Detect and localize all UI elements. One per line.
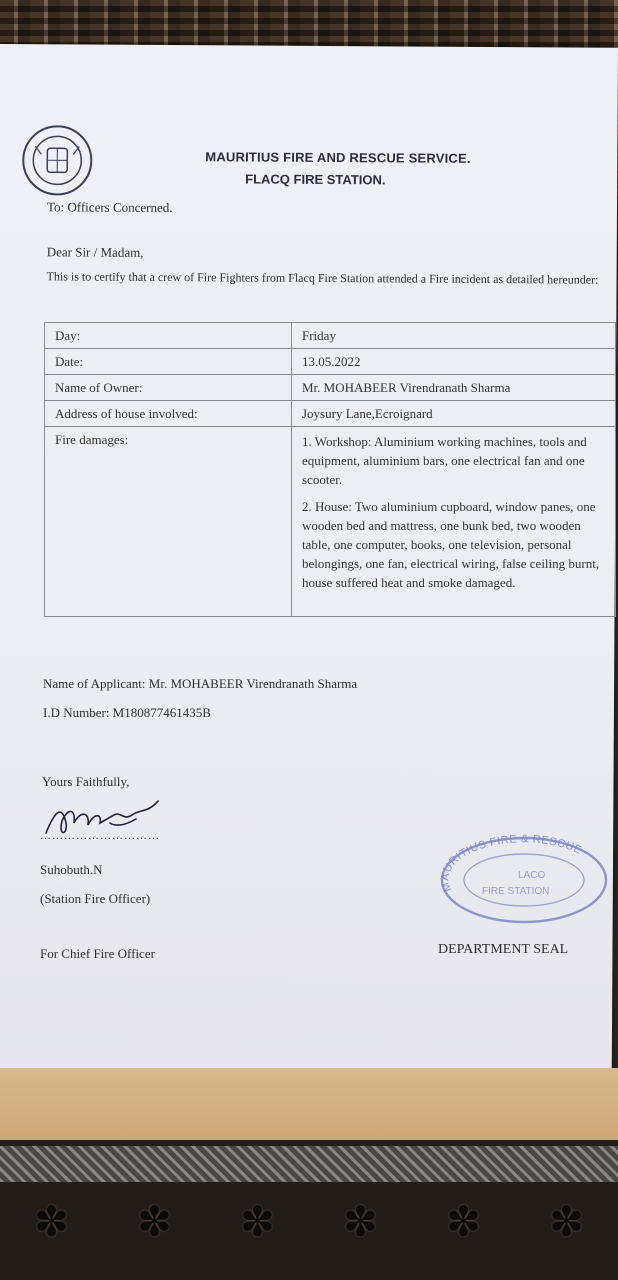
table-row: [45, 427, 616, 617]
applicant-name: Name of Applicant: Mr. MOHABEER Virendranath Sharma: [43, 676, 358, 691]
damage-item-workshop: 1. Workshop: Aluminium working machines, tools and equipment, aluminium bars, one electrical fan and one scooter.: [302, 434, 587, 487]
svg-text:LACO: LACO: [518, 870, 546, 881]
table-row: [45, 401, 616, 427]
department-seal-label: DEPARTMENT SEAL: [438, 942, 569, 957]
incident-details-table: [44, 322, 616, 617]
flower-icon: ✽: [548, 1200, 585, 1246]
decorative-border: [0, 1140, 618, 1280]
row-label-address: Address of house involved:: [45, 401, 292, 427]
desk-surface: [0, 1068, 618, 1148]
signature-line: …………………………: [40, 830, 160, 842]
row-label-day: Day:: [45, 323, 292, 349]
row-label-owner: Name of Owner:: [45, 375, 292, 401]
organization-title: MAURITIUS FIRE AND RESCUE SERVICE.: [205, 149, 471, 166]
yours-faithfully: Yours Faithfully,: [42, 774, 130, 789]
row-value-day: Friday: [292, 323, 616, 349]
table-row: [45, 375, 616, 401]
flower-icon: ✽: [342, 1200, 379, 1246]
row-label-date: Date:: [45, 349, 292, 375]
table-row: [45, 349, 616, 375]
fire-service-logo-icon: [21, 124, 93, 196]
flower-icon: ✽: [33, 1200, 70, 1246]
for-chief-fire-officer: For Chief Fire Officer: [40, 946, 155, 961]
row-value-damages: [292, 427, 616, 617]
addressee: To: Officers Concerned.: [46, 199, 173, 216]
department-seal-stamp: [438, 830, 608, 926]
row-value-date: 13.05.2022: [292, 349, 616, 375]
table-row: [45, 323, 616, 349]
flower-icon: ✽: [445, 1200, 482, 1246]
svg-text:FIRE STATION: FIRE STATION: [482, 886, 550, 897]
damage-item-house: 2. House: Two aluminium cupboard, window panes, one wooden bed and mattress, one bunk bed, two wooden table, one computer, books, one television, personal belongings, one fan, electrical wiring, false ceiling burnt, house suffered heat and smoke damaged.: [302, 499, 600, 590]
flower-icon: ✽: [136, 1200, 173, 1246]
applicant-id: I.D Number: M180877461435B: [43, 705, 211, 720]
svg-text:MAURITIUS FIRE & RESCUE: MAURITIUS FIRE & RESCUE: [439, 833, 584, 894]
row-value-owner: Mr. MOHABEER Virendranath Sharma: [292, 375, 616, 401]
row-value-address: Joysury Lane,Ecroignard: [292, 401, 616, 427]
row-label-damages: Fire damages:: [45, 427, 292, 617]
certification-text: This is to certify that a crew of Fire Fighters from Flacq Fire Station attended a Fire incident as detailed hereunder:: [46, 269, 599, 287]
salutation: Dear Sir / Madam,: [46, 244, 144, 260]
station-title: FLACQ FIRE STATION.: [245, 171, 386, 188]
flower-icon: ✽: [239, 1200, 276, 1246]
signatory-name: Suhobuth.N: [40, 862, 103, 877]
signatory-title: (Station Fire Officer): [40, 891, 151, 906]
